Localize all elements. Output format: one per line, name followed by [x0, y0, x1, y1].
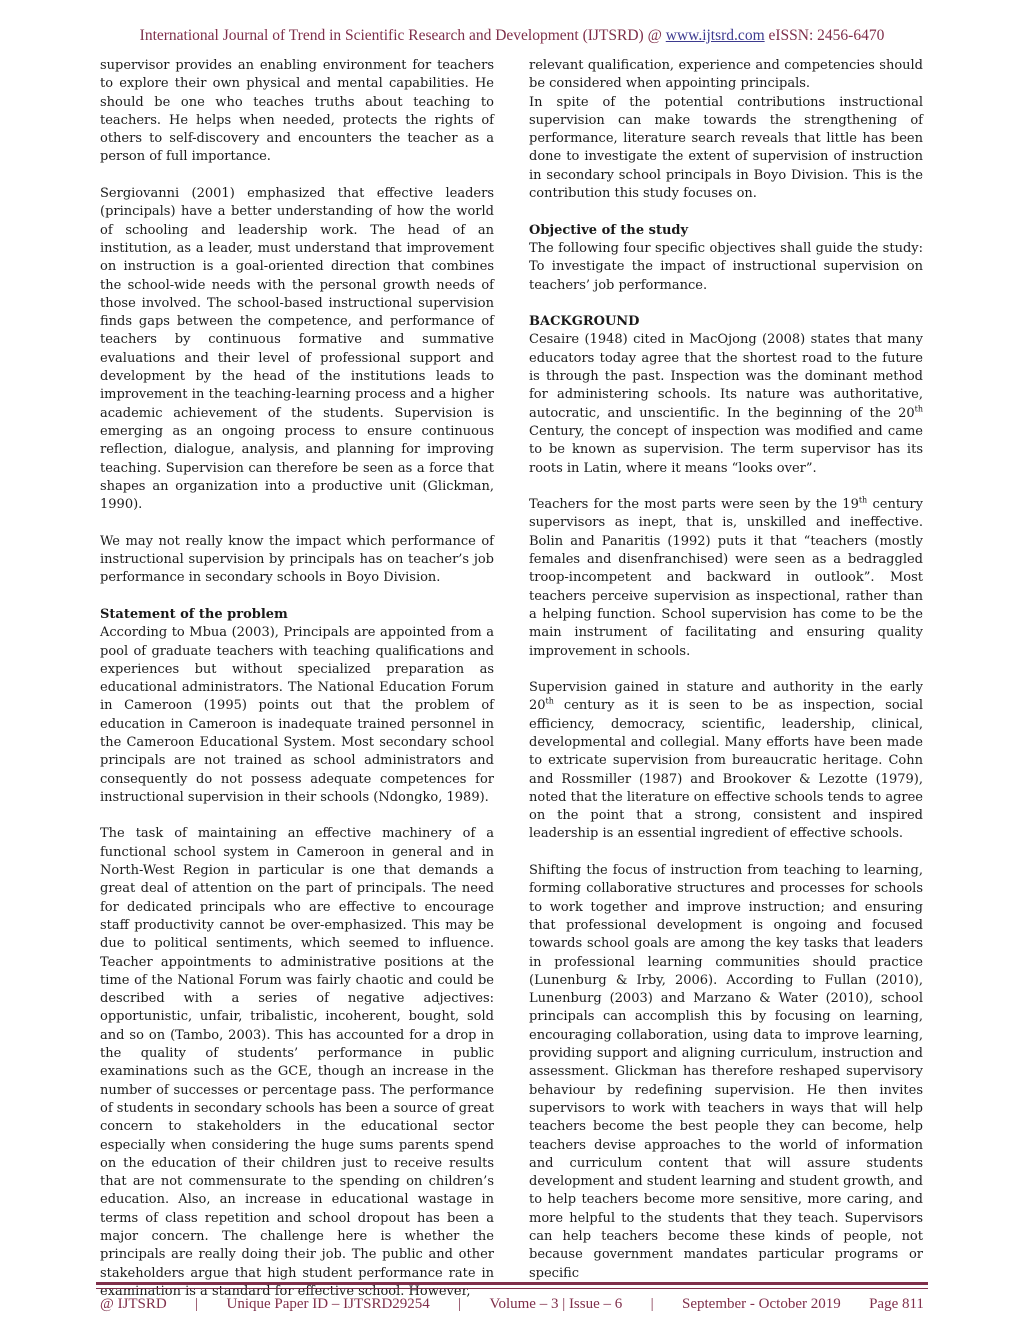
right-column	[529, 57, 923, 1301]
text-run: Century, the concept of inspection was modified and came to be known as supervision. The term supervisor has its roots in Latin, where it means “looks over”.	[529, 423, 923, 476]
paragraph: According to Mbua (2003), Principals are appointed from a pool of graduate teachers with teaching qualifications and experiences but without specialized preparation as educational administrators. The National Education Forum in Cameroon (1995) points out that the problem of education in Cameroon is inadequate trained personnel in the Cameroon Educational System. Most secondary school principals are not trained as school administrators and consequently do not possess adequate competences for instructional supervision in their schools (Ndongko, 1989).	[100, 625, 494, 805]
footer-paper-id: Unique Paper ID – IJTSRD29254	[226, 1296, 430, 1312]
paragraph	[529, 331, 923, 477]
footer-separator: |	[650, 1296, 654, 1312]
footer-separator: |	[458, 1296, 462, 1312]
paragraph: In spite of the potential contributions instructional supervision can make towards the strengthening of performance, literature search reveals that little has been done to investigate the extent of supervision of instruction in secondary school principals in Boyo Division. This is the contribution this study focuses on.	[529, 94, 923, 202]
running-footer	[100, 1296, 924, 1313]
left-column	[100, 57, 494, 1319]
paragraph: The task of maintaining an effective machinery of a functional school system in Cameroon in general and in North-West Region in particular is one that demands a great deal of attention on the part of principals. The need for dedicated principals who are effective to encourage staff productivity cannot be over-emphasized. This may be due to political sentiments, which seemed to influence. Teacher appointments to administrative positions at the time of the National Forum was fairly chaotic and could be described with a series of negative adjectives: opportunistic, unfair, tribalistic, incoherent, bought, sold and so on (Tambo, 2003). This has accounted for a drop in the quality of students’ performance in public examinations such as the GCE, though an increase in the number of successes or percentage pass. The performance of students in secondary schools has been a source of great concern to stakeholders in the educational sector especially when considering the huge sums parents spend on the education of their children just to receive results that are not commensurate to the spending on children’s education. Also, an increase in educational wastage in terms of class repetition and school dropout has been a major concern. The challenge here is whether the principals are really doing their job. The public and other stakeholders argue that high student performance rate in examination is a standard for effective school. However,	[100, 826, 494, 1299]
footer-page-number: Page 811	[869, 1296, 924, 1312]
text-run: century supervisors as inept, that is, unskilled and ineffective. Bolin and Panaritis (1992) puts it that “teachers (mostly females and disenfranchised) were seen as a bedraggled troop-incompetent and backward in outlook”. Most teachers perceive supervision as inspectional, rather than a helping function. School supervision has come to be the main instrument of facilitating and ensuring quality improvement in schools.	[529, 497, 923, 659]
footer-date: September - October 2019	[682, 1296, 841, 1312]
header-issn: eISSN: 2456-6470	[764, 27, 885, 44]
text-run: Cesaire (1948) cited in MacOjong (2008) states that many educators today agree that the shortest road to the future is through the past. Inspection was the dominant method for administering schools. Its nature was authoritative, autocratic, and unscientific. In the beginning of the 20	[529, 332, 923, 421]
section-heading-problem: Statement of the problem	[100, 606, 288, 622]
running-header	[0, 27, 1024, 45]
paragraph	[529, 679, 923, 844]
text-run: Supervision gained in stature and authority in the early 20	[529, 680, 923, 714]
header-journal-title: International Journal of Trend in Scientific Research and Development (IJTSRD) @	[139, 27, 666, 44]
footer-rule-thin	[96, 1288, 928, 1289]
paragraph	[529, 496, 923, 661]
text-run: century as it is seen to be as inspection, social efficiency, democracy, scientific, leadership, clinical, developmental and collegial. Many efforts have been made to extricate supervision from bureaucratic heritage. Cohn and Rossmiller (1987) and Brookover & Lezotte (1979), noted that the literature on effective schools tends to agree on the point that a strong, consistent and inspired leadership is an essential ingredient of effective schools.	[529, 698, 923, 842]
superscript: th	[914, 404, 923, 414]
section-heading-objective: Objective of the study	[529, 222, 689, 238]
footer-volume-issue: Volume – 3 | Issue – 6	[489, 1296, 623, 1312]
paragraph: relevant qualification, experience and competencies should be considered when appointing principals.	[529, 58, 923, 92]
footer-rule	[96, 1282, 928, 1285]
superscript: th	[858, 495, 868, 505]
paragraph: supervisor provides an enabling environment for teachers to explore their own physical and mental capabilities. He should be one who teaches truths about teaching to teachers. He helps when needed, protects the rights of others to self-discovery and encounters the teacher as a person of full importance.	[100, 58, 494, 165]
paragraph: We may not really know the impact which performance of instructional supervision by principals has on teacher’s job performance in secondary schools in Boyo Division.	[100, 533, 494, 586]
header-website-link[interactable]: www.ijtsrd.com	[665, 27, 765, 44]
paragraph: The following four specific objectives shall guide the study: To investigate the impact of instructional supervision on teachers’ job performance.	[529, 240, 923, 293]
footer-separator: |	[195, 1296, 199, 1312]
paragraph: Sergiovanni (2001) emphasized that effective leaders (principals) have a better understanding of how the world of schooling and leadership work. The head of an institution, as a leader, must understand that improvement on instruction is a goal-oriented direction that combines the school-wide needs with the personal growth needs of those involved. The school-based instructional supervision finds gaps between the competence, and performance of teachers by continuous formative and summative evaluations and their level of professional support and development by the head of the institutions leads to improvement in the teaching-learning process and a higher academic achievement of the students. Supervision is emerging as an ongoing process to ensure continuous reflection, dialogue, analysis, and planning for improving teaching. Supervision can therefore be seen as a force that shapes an organization into a productive unit (Glickman, 1990).	[100, 186, 494, 513]
footer-journal: @ IJTSRD	[100, 1296, 167, 1312]
superscript: th	[545, 697, 554, 707]
section-heading-background: BACKGROUND	[529, 314, 640, 330]
text-run: Teachers for the most parts were seen by the 19	[529, 497, 859, 513]
paragraph: Shifting the focus of instruction from teaching to learning, forming collaborative structures and processes for schools to work together and improve instruction; and ensuring that professional development is ongoing and focused towards school goals are among the key tasks that leaders in professional learning communities should practice (Lunenburg & Irby, 2006). According to Fullan (2010), Lunenburg (2003) and Marzano & Water (2010), school principals can accomplish this by focusing on learning, encouraging collaboration, using data to improve learning, providing support and aligning curriculum, instruction and assessment. Glickman has therefore reshaped supervisory behaviour by redefining supervision. He then invites supervisors to work with teachers in ways that will help teachers become the best people they can become, help teachers devise approaches to the world of information and curriculum content that will assure students development and student learning and student growth, and to help teachers become more sensitive, more caring, and more helpful to the students that they teach. Supervisors can help teachers become these kinds of people, not because government mandates particular programs or specific	[529, 863, 923, 1281]
